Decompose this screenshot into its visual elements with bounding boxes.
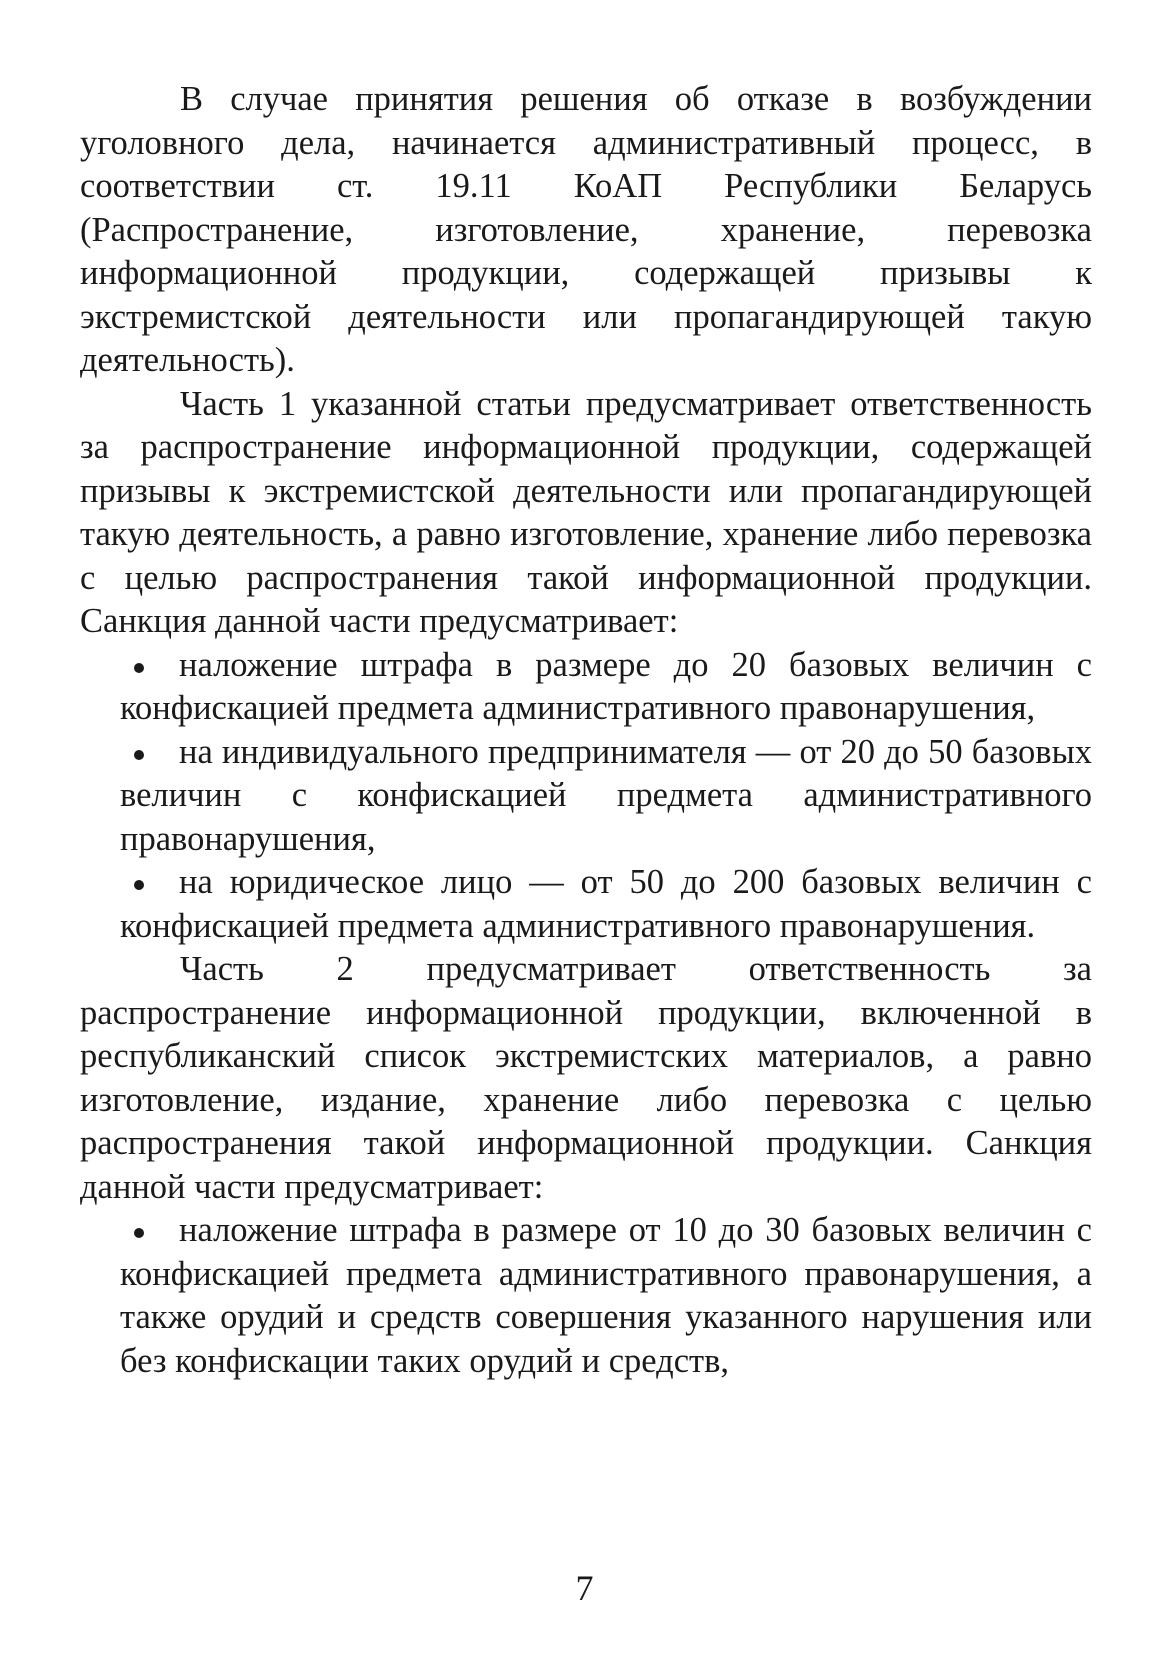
list-item bbox=[120, 731, 1092, 862]
sanctions-list-part-1 bbox=[80, 644, 1092, 949]
list-item bbox=[120, 644, 1092, 731]
list-item bbox=[120, 861, 1092, 948]
bullet-icon bbox=[134, 750, 144, 760]
list-item-text: на индивидуального предпринимателя — от 20 до 50 базовых величин с конфискацией предмета административного правонарушения, bbox=[120, 732, 1092, 858]
paragraph-refusal-intro: В случае принятия решения об отказе в возбуждении уголовного дела, начинается административный процесс, в соответствии ст. 19.11 КоАП Республики Беларусь (Распространение, изготовление, хранение, перевозка информационной продукции, содержащей призывы к экстремистской деятельности или пропагандирующей такую деятельность). bbox=[80, 80, 1092, 379]
paragraph-part-2: Часть 2 предусматривает ответственность за распространение информационной продукции, включенной в республиканский список экстремистских материалов, а равно изготовление, издание, хранение либо перевозка с целью распространения такой информационной продукции. Санкция данной части предусматривает: bbox=[80, 950, 1092, 1206]
list-item-text: на юридическое лицо — от 50 до 200 базовых величин с конфискацией предмета административного правонарушения. bbox=[120, 863, 1092, 945]
list-item bbox=[120, 1209, 1092, 1383]
sanctions-list-part-2 bbox=[80, 1209, 1092, 1383]
document-page bbox=[80, 78, 1092, 1383]
paragraph-part-1: Часть 1 указанной статьи предусматривает ответственность за распространение информационной продукции, содержащей призывы к экстремистской деятельности или пропагандирующей такую деятельность, а равно изготовление, хранение либо перевозка с целью распространения такой информационной продукции. Санкция данной части предусматривает: bbox=[80, 384, 1092, 640]
bullet-icon bbox=[134, 1228, 144, 1238]
bullet-icon bbox=[134, 880, 144, 890]
list-item-text: наложение штрафа в размере от 10 до 30 базовых величин с конфискацией предмета административного правонарушения, а также орудий и средств совершения указанного нарушения или без конфискации таких орудий и средств, bbox=[120, 1211, 1092, 1380]
page-number: 7 bbox=[575, 1568, 594, 1608]
list-item-text: наложение штрафа в размере до 20 базовых величин с конфискацией предмета административного правонарушения, bbox=[120, 645, 1092, 727]
bullet-icon bbox=[134, 663, 144, 673]
